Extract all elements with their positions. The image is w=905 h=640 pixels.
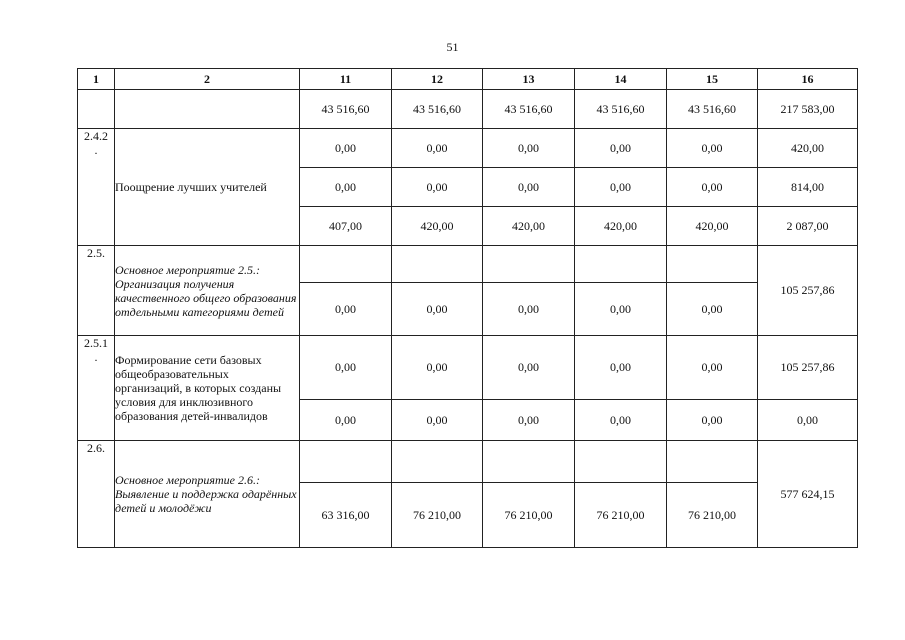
value-cell: 0,00 — [483, 129, 575, 168]
description-cell — [115, 90, 300, 129]
value-cell: 0,00 — [300, 400, 392, 441]
code-text: 2.5.1 — [84, 336, 108, 350]
value-cell: 407,00 — [300, 207, 392, 246]
code-text: 2.5. — [87, 246, 105, 260]
value-cell: 0,00 — [667, 168, 758, 207]
value-cell: 76 210,00 — [392, 483, 483, 548]
table-row — [78, 129, 858, 168]
header-row — [78, 69, 858, 90]
description-cell: Формирование сети базовых общеобразовательных организаций, в которых созданы условия для инклюзивного образования детей-инвалидов — [115, 336, 300, 441]
value-cell: 43 516,60 — [575, 90, 667, 129]
value-cell — [300, 246, 392, 283]
col-header: 15 — [667, 69, 758, 90]
value-cell — [483, 246, 575, 283]
value-cell — [300, 441, 392, 483]
value-cell: 0,00 — [575, 400, 667, 441]
description-cell: Основное мероприятие 2.6.: Выявление и поддержка одарённых детей и молодёжи — [115, 441, 300, 548]
value-cell: 0,00 — [667, 129, 758, 168]
table-row — [78, 336, 858, 400]
value-cell: 43 516,60 — [483, 90, 575, 129]
code-cell — [78, 129, 115, 246]
total-cell: 217 583,00 — [758, 90, 858, 129]
value-cell: 43 516,60 — [300, 90, 392, 129]
page-number: 51 — [446, 40, 459, 54]
table-row — [78, 246, 858, 283]
col-header: 16 — [758, 69, 858, 90]
value-cell: 0,00 — [667, 283, 758, 336]
value-cell: 0,00 — [300, 283, 392, 336]
value-cell: 0,00 — [300, 336, 392, 400]
value-cell: 420,00 — [392, 207, 483, 246]
value-cell — [392, 441, 483, 483]
value-cell: 0,00 — [300, 168, 392, 207]
value-cell — [575, 441, 667, 483]
description-cell: Основное мероприятие 2.5.: Организация получения качественного общего образования отдельными категориями детей — [115, 246, 300, 336]
value-cell: 76 210,00 — [667, 483, 758, 548]
code-cell — [78, 336, 115, 441]
value-cell: 0,00 — [483, 283, 575, 336]
value-cell: 0,00 — [667, 336, 758, 400]
total-cell: 105 257,86 — [758, 336, 858, 400]
value-cell: 43 516,60 — [667, 90, 758, 129]
col-header: 11 — [300, 69, 392, 90]
value-cell: 0,00 — [392, 283, 483, 336]
code-cell — [78, 246, 115, 336]
value-cell: 0,00 — [575, 168, 667, 207]
code-cell — [78, 441, 115, 548]
total-cell: 577 624,15 — [758, 441, 858, 548]
value-cell: 76 210,00 — [483, 483, 575, 548]
value-cell: 63 316,00 — [300, 483, 392, 548]
value-cell: 0,00 — [392, 129, 483, 168]
value-cell — [667, 246, 758, 283]
code-cell — [78, 90, 115, 129]
value-cell: 0,00 — [483, 400, 575, 441]
value-cell: 0,00 — [392, 168, 483, 207]
total-cell: 0,00 — [758, 400, 858, 441]
col-header: 13 — [483, 69, 575, 90]
value-cell: 0,00 — [575, 129, 667, 168]
value-cell: 0,00 — [575, 336, 667, 400]
value-cell: 420,00 — [483, 207, 575, 246]
code-text: . — [94, 143, 98, 157]
total-cell: 2 087,00 — [758, 207, 858, 246]
value-cell: 0,00 — [392, 400, 483, 441]
table-row — [78, 90, 858, 129]
value-cell: 0,00 — [575, 283, 667, 336]
value-cell — [667, 441, 758, 483]
total-cell: 420,00 — [758, 129, 858, 168]
budget-table — [77, 68, 858, 548]
total-cell: 814,00 — [758, 168, 858, 207]
value-cell — [392, 246, 483, 283]
table-row — [78, 441, 858, 483]
description-cell: Поощрение лучших учителей — [115, 129, 300, 246]
value-cell — [483, 441, 575, 483]
code-text: 2.6. — [87, 441, 105, 455]
value-cell: 76 210,00 — [575, 483, 667, 548]
code-text: . — [94, 350, 98, 364]
value-cell: 0,00 — [483, 168, 575, 207]
value-cell — [575, 246, 667, 283]
value-cell: 43 516,60 — [392, 90, 483, 129]
col-header: 14 — [575, 69, 667, 90]
value-cell: 420,00 — [667, 207, 758, 246]
value-cell: 0,00 — [300, 129, 392, 168]
col-header: 2 — [115, 69, 300, 90]
col-header: 12 — [392, 69, 483, 90]
total-cell: 105 257,86 — [758, 246, 858, 336]
value-cell: 420,00 — [575, 207, 667, 246]
col-header: 1 — [78, 69, 115, 90]
value-cell: 0,00 — [483, 336, 575, 400]
code-text: 2.4.2 — [84, 129, 108, 143]
value-cell: 0,00 — [392, 336, 483, 400]
value-cell: 0,00 — [667, 400, 758, 441]
